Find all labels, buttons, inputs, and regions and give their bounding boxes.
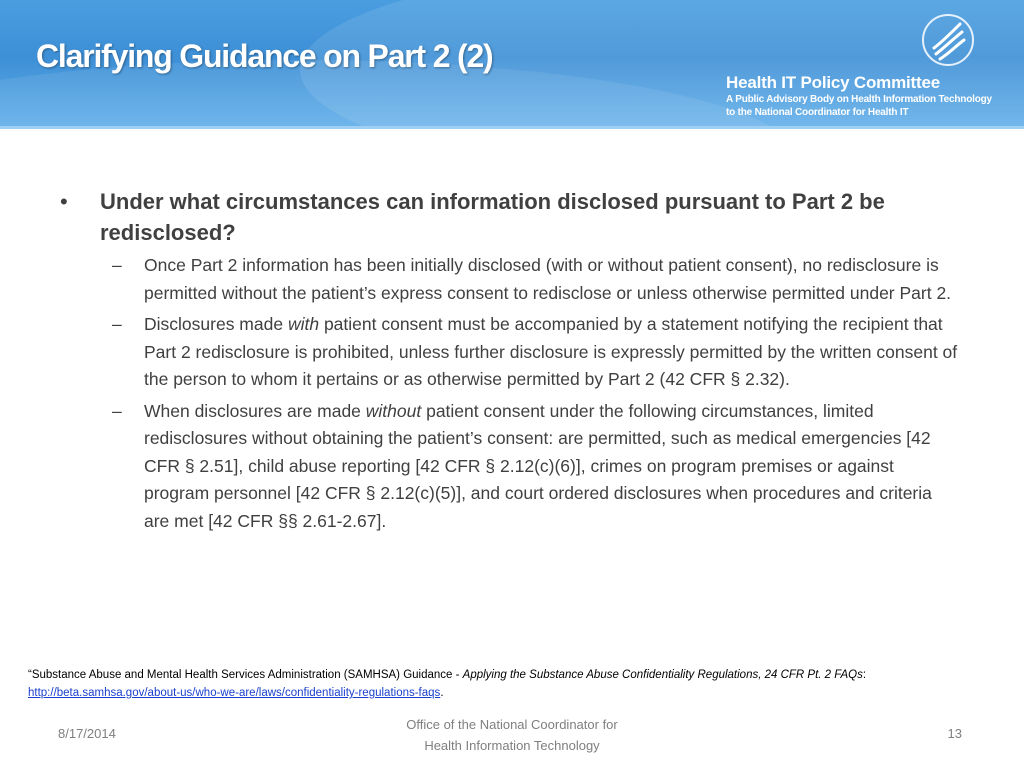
committee-subtitle: to the National Coordinator for Health IT (726, 107, 909, 118)
sub-bullet (112, 252, 970, 307)
sub-bullet-text: Once Part 2 information has been initially disclosed (with or without patient consent), no redisclosure is permitted without the patient’s express consent to redisclose or unless otherwise permitted under Part 2. (144, 255, 952, 303)
sub-bullet-list (60, 252, 970, 535)
bullet-question: Under what circumstances can information disclosed pursuant to Part 2 be redisclosed? (100, 189, 885, 245)
slide-header (0, 0, 1024, 128)
dash-icon: – (112, 400, 122, 421)
emphasis-text: with (287, 314, 320, 334)
slide-title: Clarifying Guidance on Part 2 (2) (36, 38, 493, 74)
citation-link[interactable]: http://beta.samhsa.gov/about-us/who-we-are/laws/confidentiality-regulations-faqs (28, 687, 441, 699)
hhs-eagle-icon (920, 12, 976, 68)
emphasis-text: without (365, 400, 422, 421)
sub-bullet (112, 398, 970, 536)
main-bullet (60, 186, 970, 248)
footer-date: 8/17/2014 (58, 726, 116, 741)
header-divider (0, 126, 1024, 129)
sub-bullet-text: Disclosures made with patient consent must be accompanied by a statement notifying the recipient that Part 2 redisclosure is prohibited, unless further disclosure is expressly permitted by the written consent of the person to whom it pertains or as otherwise permitted by Part 2 (42 CFR § 2.32). (144, 314, 958, 389)
bullet-icon: • (60, 189, 68, 214)
citation: “Substance Abuse and Mental Health Services Administration (SAMHSA) Guidance - Applying the Substance Abuse Confidentiality Regulations, 24 CFR Pt. 2 FAQs: http://beta.samhsa.gov/about-us/who-we-are/laws/confidentiality-regulations-faqs. (28, 669, 867, 699)
dash-icon: – (112, 314, 122, 334)
dash-icon: – (112, 255, 122, 275)
page-number: 13 (947, 726, 962, 741)
slide-content (60, 186, 970, 539)
sub-bullet (112, 311, 970, 394)
citation-title: Applying the Substance Abuse Confidentiality Regulations, 24 CFR Pt. 2 FAQs (462, 669, 863, 681)
footer-organization: Office of the National Coordinator for Health Information Technology (406, 717, 618, 753)
committee-name: Health IT Policy Committee (726, 73, 940, 92)
committee-subtitle: A Public Advisory Body on Health Information Technology (726, 94, 992, 105)
sub-bullet-text: When disclosures are made without patient consent under the following circumstances, limited redisclosures without obtaining the patient’s consent: are permitted, such as medical emergencies [42 CFR § 2.51], child abuse reporting [42 CFR § 2.12(c)(6)], crimes on program premises or against program personnel [42 CFR § 2.12(c)(5)], and court ordered disclosures when procedures and criteria are met [42 CFR §§ 2.61-2.67]. (144, 400, 932, 531)
